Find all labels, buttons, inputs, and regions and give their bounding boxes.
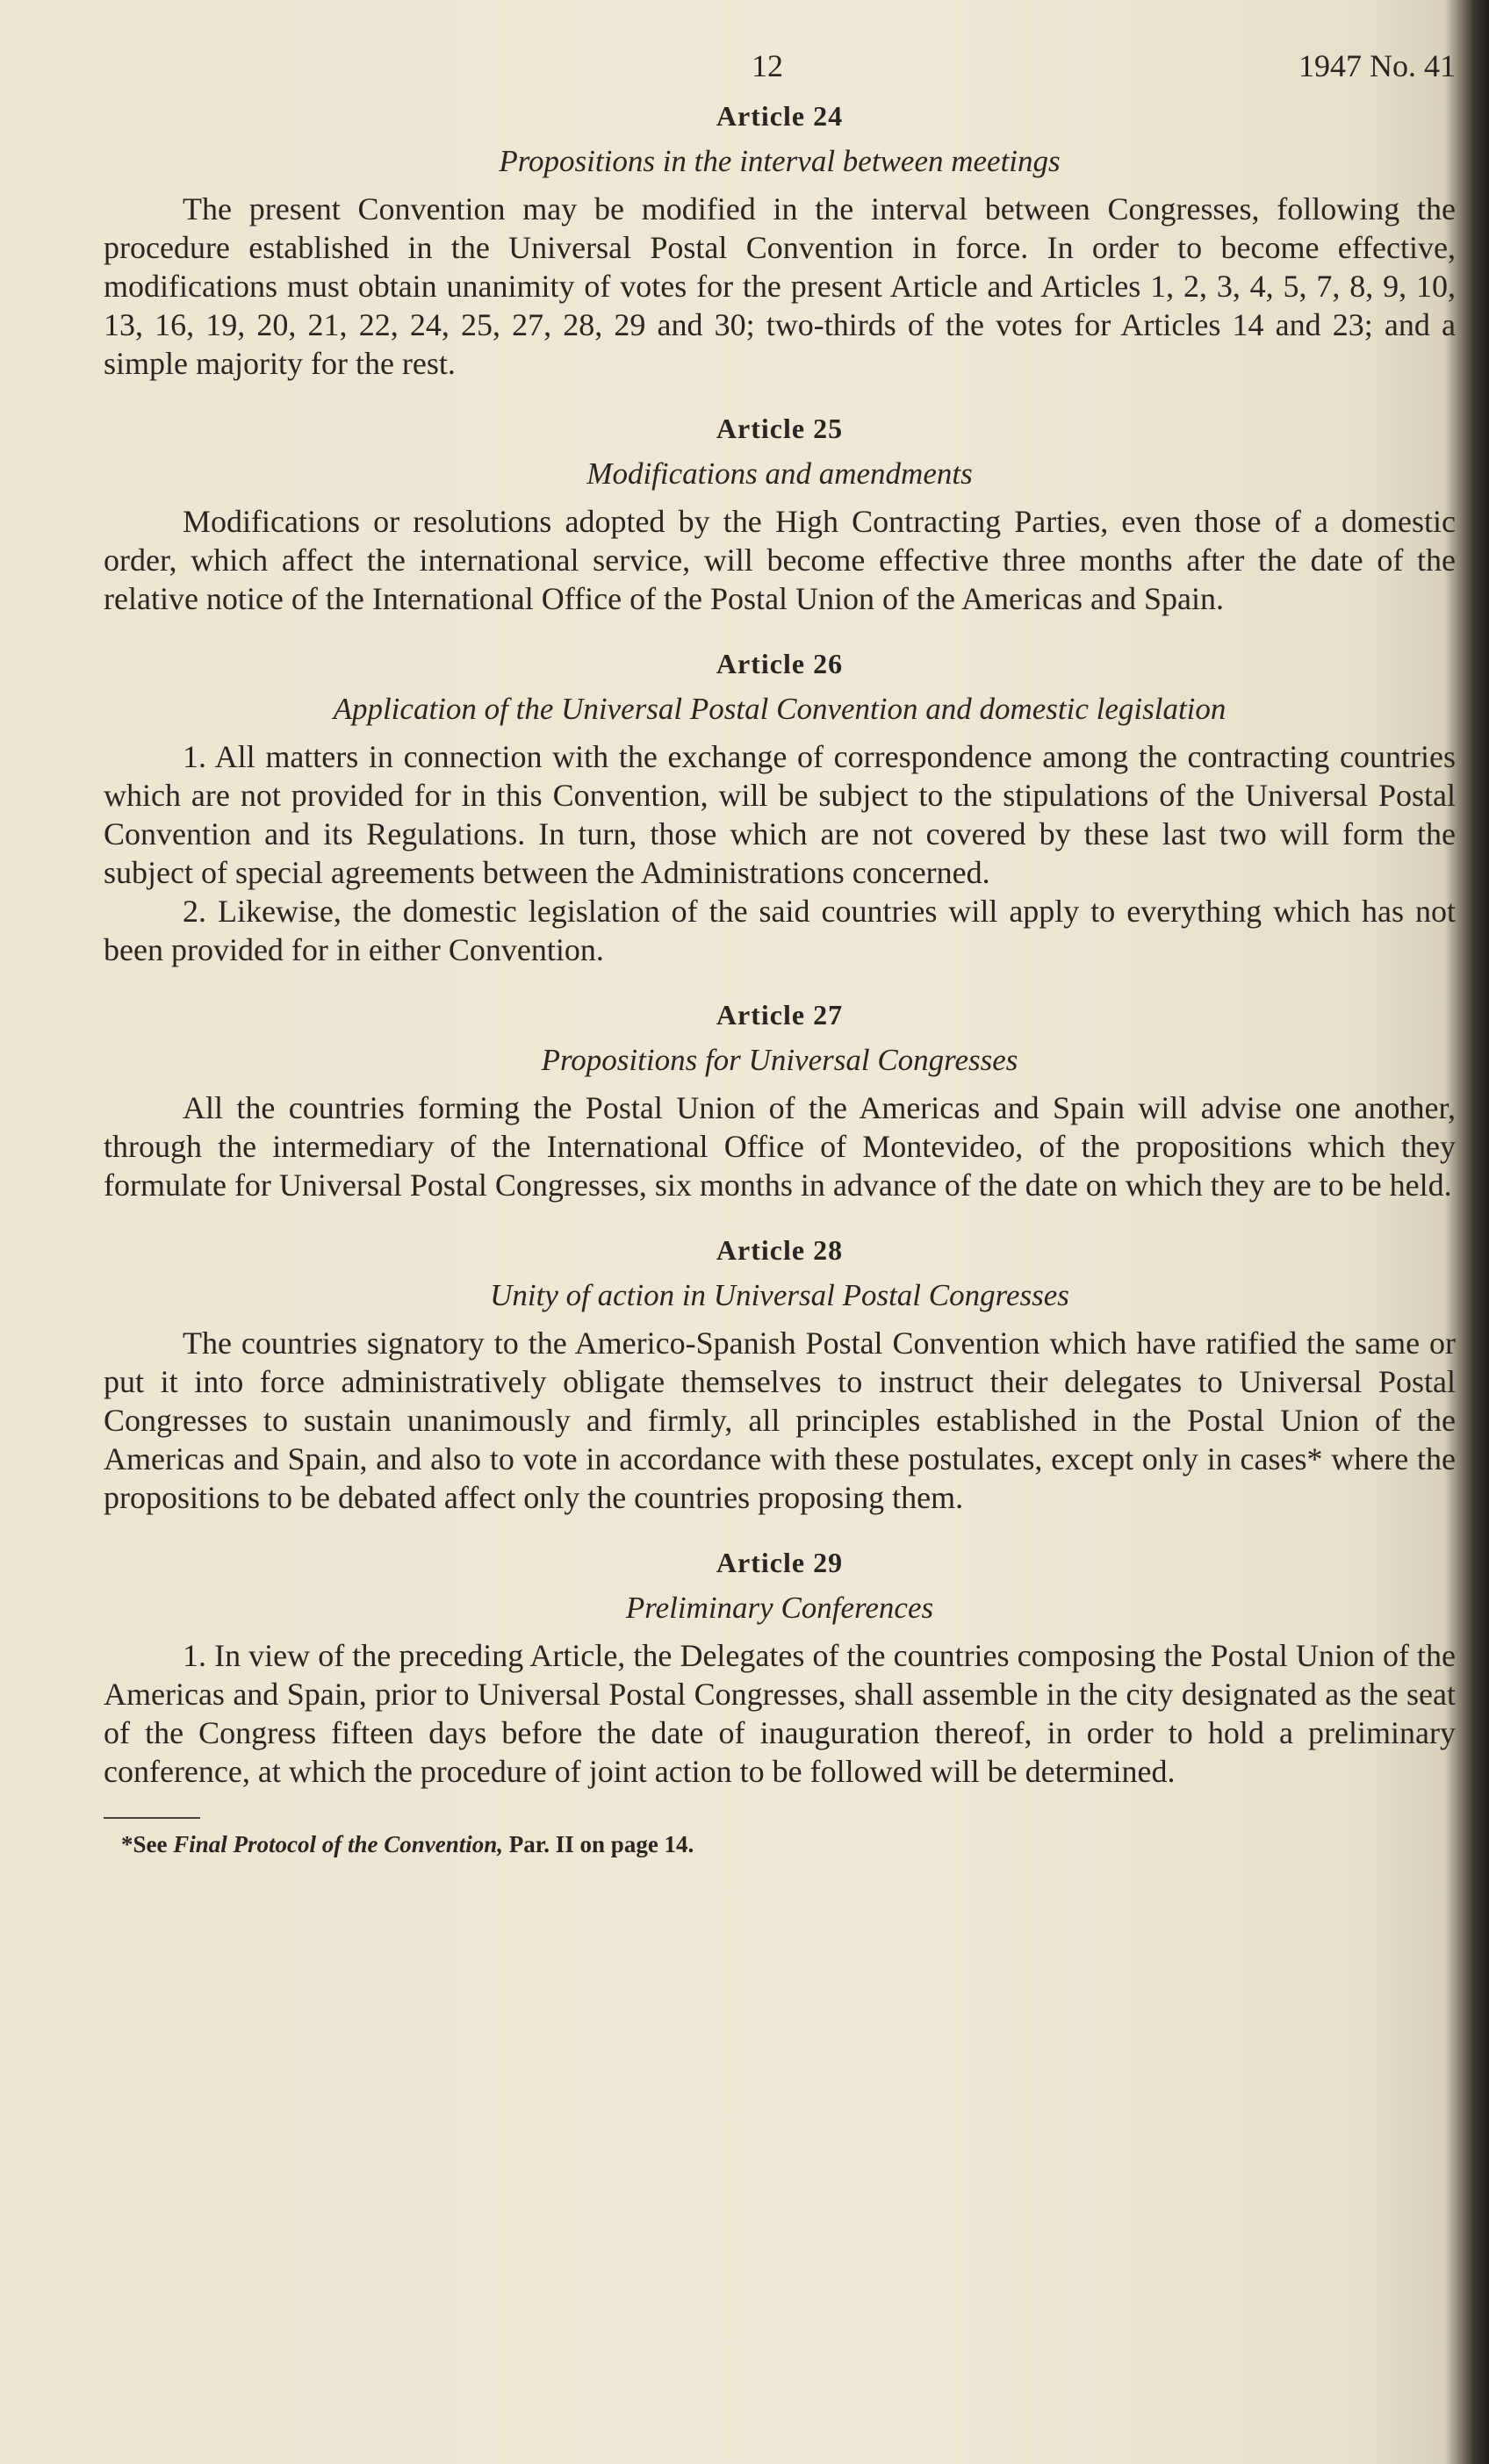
footnote-rest: Par. II on page 14. bbox=[503, 1831, 694, 1857]
article-title: Unity of action in Universal Postal Congresses bbox=[490, 1278, 1069, 1312]
article-26 bbox=[104, 644, 1456, 969]
article-title: Modifications and amendments bbox=[586, 456, 973, 491]
article-paragraph: Modifications or resolutions adopted by the High Contracting Parties, even those of a domestic order, which affect the international service, will become effective three months after the date of the relative notice of the International Office of the Postal Union of the Americas and Spain. bbox=[104, 504, 1456, 616]
article-24 bbox=[104, 97, 1456, 383]
article-heading: Article 24 bbox=[716, 100, 844, 132]
article-title: Propositions in the interval between meetings bbox=[499, 144, 1061, 178]
article-title: Application of the Universal Postal Convention and domestic legislation bbox=[333, 692, 1226, 726]
article-25 bbox=[104, 409, 1456, 618]
footnote bbox=[121, 1831, 1456, 1858]
article-29 bbox=[104, 1543, 1456, 1791]
article-paragraph: 2. Likewise, the domestic legislation of the said countries will apply to everything which has not been provided for in either Convention. bbox=[104, 894, 1456, 967]
article-28 bbox=[104, 1231, 1456, 1517]
article-paragraph: All the countries forming the Postal Union of the Americas and Spain will advise one another, through the intermediary of the International Office of Montevideo, of the propositions which they formulate for Universal Postal Congresses, six months in advance of the date on which they are to be held. bbox=[104, 1090, 1456, 1203]
footnote-italic: Final Protocol of the Convention, bbox=[173, 1831, 504, 1857]
article-heading: Article 27 bbox=[716, 999, 844, 1031]
article-title: Preliminary Conferences bbox=[625, 1591, 934, 1625]
article-paragraph: 1. In view of the preceding Article, the Delegates of the countries composing the Postal Union of the Americas and Spain, prior to Universal Postal Congresses, shall assemble in the city designated as the seat of the Congress fifteen days before the date of inauguration thereof, in order to hold a preliminary conference, at which the procedure of joint action to be followed will be determined. bbox=[104, 1638, 1456, 1789]
article-paragraph: 1. All matters in connection with the exchange of correspondence among the contracting countries which are not provided for in this Convention, will be subject to the stipulations of the Universal Postal Convention and its Regulations. In turn, those which are not covered by these last two will form the subject of special agreements between the Administrations concerned. bbox=[104, 739, 1456, 890]
page-content bbox=[104, 35, 1456, 1858]
article-heading: Article 28 bbox=[716, 1234, 844, 1266]
article-heading: Article 25 bbox=[716, 413, 844, 444]
article-heading: Article 26 bbox=[716, 648, 844, 679]
page-number: 12 bbox=[752, 48, 783, 83]
article-paragraph: The present Convention may be modified in the interval between Congresses, following the procedure established in the Universal Postal Convention in force. In order to become effective, modifications must obtain unanimity of votes for the present Article and Articles 1, 2, 3, 4, 5, 7, 8, 9, 10, 13, 16, 19, 20, 21, 22, 24, 25, 27, 28, 29 and 30; two-thirds of the votes for Articles 14 and 23; and a simple majority for the rest. bbox=[104, 191, 1456, 381]
footnote-marker: *See bbox=[121, 1831, 174, 1857]
running-head: 1947 No. 41 bbox=[1298, 48, 1456, 83]
page-header bbox=[104, 35, 1456, 97]
article-paragraph: The countries signatory to the Americo-Spanish Postal Convention which have ratified the same or put it into force administratively obligate themselves to instruct their delegates to Universal Postal Congresses to sustain unanimously and firmly, all principles established in the Postal Union of the Americas and Spain, and also to vote in accordance with these postulates, except only in cases* where the propositions to be debated affect only the countries proposing them. bbox=[104, 1325, 1456, 1515]
article-heading: Article 29 bbox=[716, 1547, 844, 1578]
footnote-divider bbox=[104, 1817, 200, 1819]
article-27 bbox=[104, 995, 1456, 1204]
article-title: Propositions for Universal Congresses bbox=[541, 1043, 1018, 1077]
